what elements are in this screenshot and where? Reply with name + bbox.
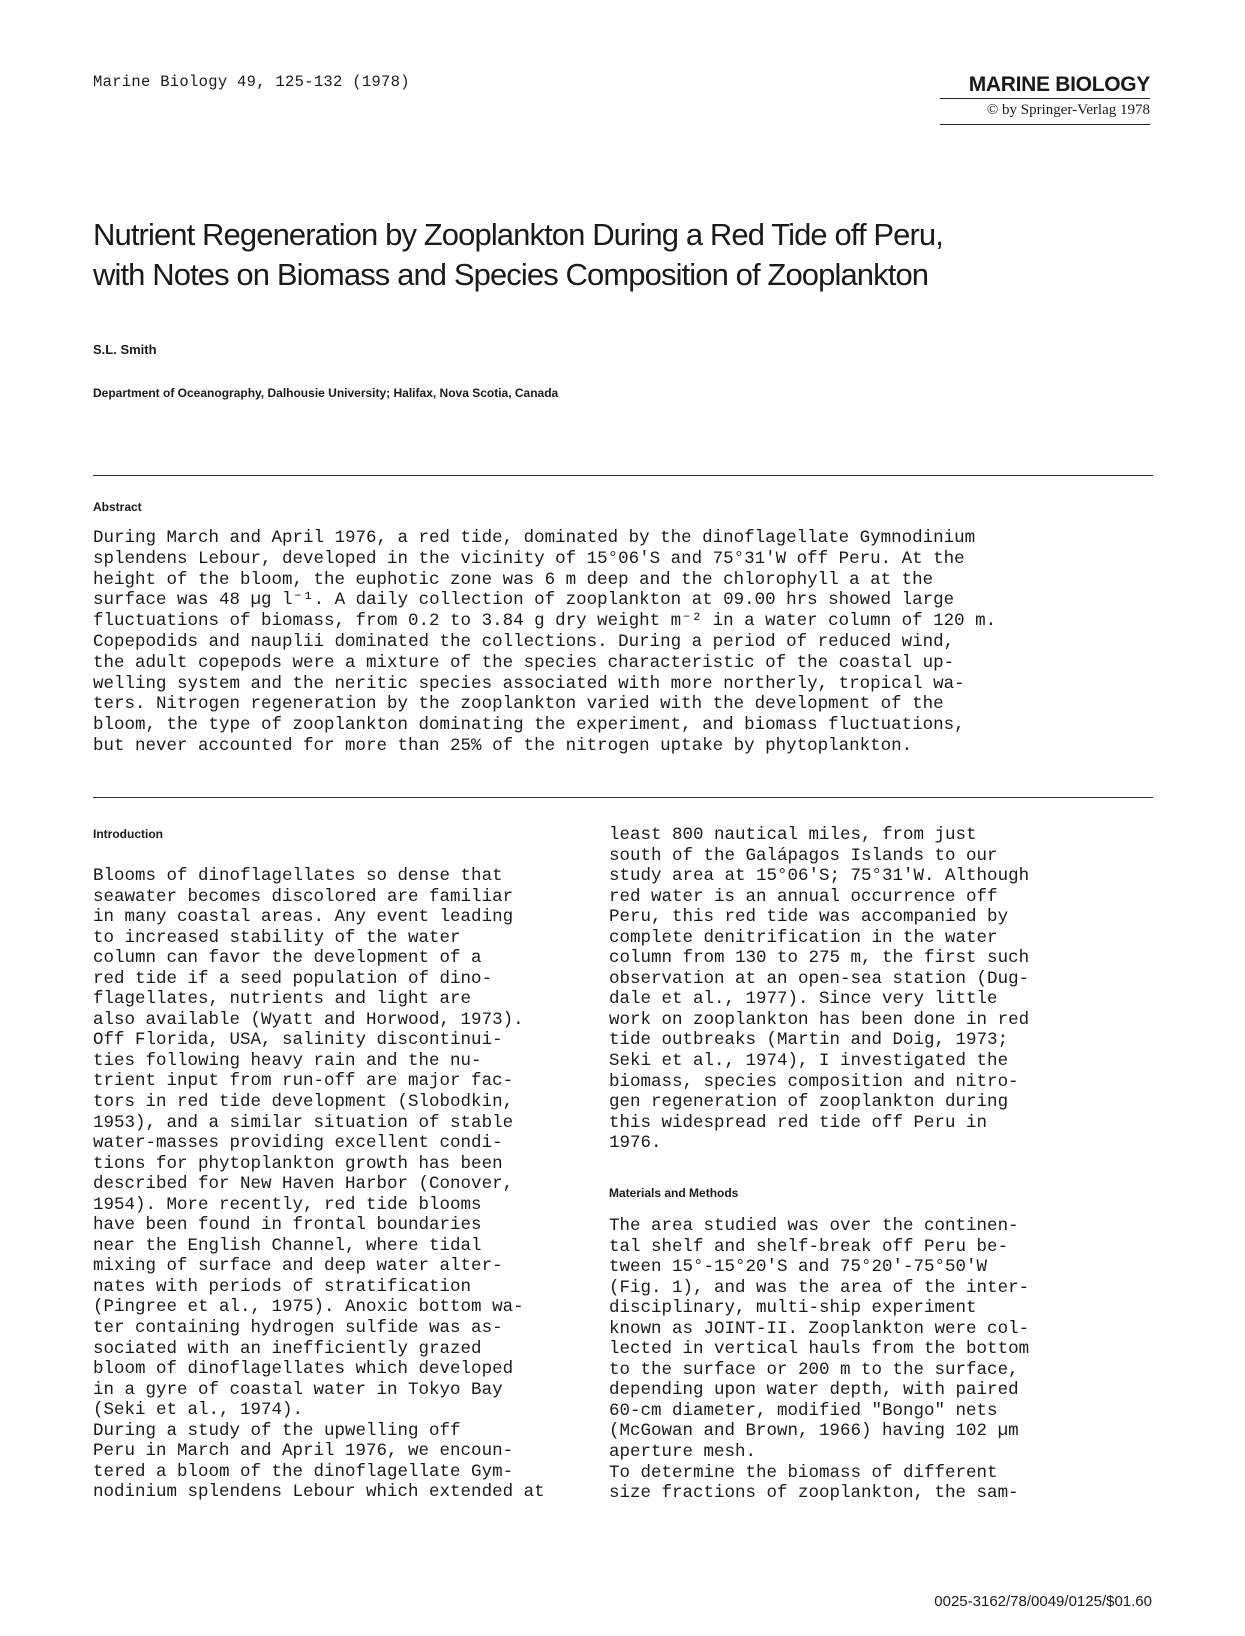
text-line: biomass, species composition and nitro- xyxy=(609,1071,1019,1092)
text-line: welling system and the neritic species associated with more northerly, tropical wa- xyxy=(93,673,965,694)
journal-citation: Marine Biology 49, 125-132 (1978) xyxy=(93,73,410,91)
text-line: (Fig. 1), and was the area of the inter- xyxy=(609,1277,1030,1298)
introduction-body xyxy=(93,866,545,1503)
title-line: with Notes on Biomass and Species Composition of Zooplankton xyxy=(93,257,929,292)
text-line: tered a bloom of the dinoflagellate Gym- xyxy=(93,1461,514,1482)
text-line: observation at an open-sea station (Dug- xyxy=(609,968,1030,989)
journal-name: MARINE BIOLOGY xyxy=(968,73,1150,96)
text-line: 1953), and a similar situation of stable xyxy=(93,1112,514,1133)
abstract-top-rule xyxy=(93,475,1153,476)
title-line: Nutrient Regeneration by Zooplankton During a Red Tide off Peru, xyxy=(93,217,943,252)
introduction-continued-body xyxy=(609,825,1029,1154)
text-line: Copepodids and nauplii dominated the collections. During a period of reduced wind, xyxy=(93,631,955,652)
text-line: complete denitrification in the water xyxy=(609,927,998,948)
methods-heading: Materials and Methods xyxy=(609,1186,739,1200)
text-line: During a study of the upwelling off xyxy=(93,1420,461,1441)
text-line: water-masses providing excellent condi- xyxy=(93,1133,503,1154)
text-line: Off Florida, USA, salinity discontinui- xyxy=(93,1030,503,1051)
text-line: height of the bloom, the euphotic zone was 6 m deep and the chlorophyll a at the xyxy=(93,569,934,590)
text-line: work on zooplankton has been done in red xyxy=(609,1009,1030,1030)
text-line: tide outbreaks (Martin and Doig, 1973; xyxy=(609,1030,1009,1051)
text-line: column from 130 to 275 m, the first such xyxy=(609,948,1030,969)
text-line: bloom, the type of zooplankton dominating the experiment, and biomass fluctuations, xyxy=(93,715,965,736)
text-line: in a gyre of coastal water in Tokyo Bay xyxy=(93,1379,503,1400)
text-line: ties following heavy rain and the nu- xyxy=(93,1050,482,1071)
text-line: tors in red tide development (Slobodkin, xyxy=(93,1092,514,1113)
journal-block xyxy=(940,73,1150,125)
text-line: disciplinary, multi-ship experiment xyxy=(609,1298,977,1319)
text-line: size fractions of zooplankton, the sam- xyxy=(609,1483,1019,1504)
text-line: flagellates, nutrients and light are xyxy=(93,989,472,1010)
text-line: described for New Haven Harbor (Conover, xyxy=(93,1174,514,1195)
text-line: tween 15°-15°20'S and 75°20'-75°50'W xyxy=(609,1257,988,1278)
text-line: Peru, this red tide was accompanied by xyxy=(609,907,1009,928)
text-line: but never accounted for more than 25% of the nitrogen uptake by phytoplankton. xyxy=(93,735,913,756)
text-line: gen regeneration of zooplankton during xyxy=(609,1092,1009,1113)
text-line: During March and April 1976, a red tide, dominated by the dinoflagellate Gymnodinium xyxy=(93,528,976,548)
text-line: also available (Wyatt and Horwood, 1973). xyxy=(93,1009,524,1030)
text-line: mixing of surface and deep water alter- xyxy=(93,1256,503,1277)
text-line: The area studied was over the continen- xyxy=(609,1216,1019,1236)
text-line: fluctuations of biomass, from 0.2 to 3.84 g dry weight m⁻² in a water column of 120 m. xyxy=(93,611,997,632)
text-line: (Pingree et al., 1975). Anoxic bottom wa- xyxy=(93,1297,524,1318)
text-line: surface was 48 µg l⁻¹. A daily collection of zooplankton at 09.00 hrs showed large xyxy=(93,590,955,611)
text-line: least 800 nautical miles, from just xyxy=(609,825,977,845)
text-line: depending upon water depth, with paired xyxy=(609,1380,1019,1401)
methods-body xyxy=(609,1216,1029,1504)
abstract-heading: Abstract xyxy=(93,500,142,514)
text-line: ters. Nitrogen regeneration by the zooplankton varied with the development of the xyxy=(93,694,944,715)
text-line: known as JOINT-II. Zooplankton were col- xyxy=(609,1318,1030,1339)
text-line: to increased stability of the water xyxy=(93,927,461,948)
text-line: near the English Channel, where tidal xyxy=(93,1235,482,1256)
text-line: sociated with an inefficiently grazed xyxy=(93,1338,482,1359)
text-line: trient input from run-off are major fac- xyxy=(93,1071,514,1092)
text-line: tal shelf and shelf-break off Peru be- xyxy=(609,1236,1009,1257)
introduction-heading: Introduction xyxy=(93,827,163,841)
text-line: to the surface or 200 m to the surface, xyxy=(609,1359,1019,1380)
text-line: 60-cm diameter, modified "Bongo" nets xyxy=(609,1400,998,1421)
text-line: Peru in March and April 1976, we encoun- xyxy=(93,1441,514,1462)
issn-code: 0025-3162/78/0049/0125/$01.60 xyxy=(934,1593,1152,1610)
text-line: splendens Lebour, developed in the vicinity of 15°06'S and 75°31'W off Peru. At the xyxy=(93,548,965,569)
text-line: (McGowan and Brown, 1966) having 102 µm xyxy=(609,1421,1019,1442)
journal-divider-bottom xyxy=(940,124,1150,125)
author-affiliation: Department of Oceanography, Dalhousie University; Halifax, Nova Scotia, Canada xyxy=(93,386,559,400)
text-line: ter containing hydrogen sulfide was as- xyxy=(93,1318,503,1339)
text-line: study area at 15°06'S; 75°31'W. Although xyxy=(609,866,1030,887)
abstract-bottom-rule xyxy=(93,797,1153,798)
text-line: dale et al., 1977). Since very little xyxy=(609,989,998,1010)
text-line: south of the Galápagos Islands to our xyxy=(609,845,998,866)
text-line: red tide if a seed population of dino- xyxy=(93,968,493,989)
abstract-body xyxy=(93,528,1123,757)
text-line: in many coastal areas. Any event leading xyxy=(93,907,514,928)
text-line: have been found in frontal boundaries xyxy=(93,1215,482,1236)
text-line: bloom of dinoflagellates which developed xyxy=(93,1359,514,1380)
text-line: To determine the biomass of different xyxy=(609,1462,998,1483)
text-line: lected in vertical hauls from the bottom xyxy=(609,1339,1030,1360)
journal-divider xyxy=(940,98,1150,99)
text-line: red water is an annual occurrence off xyxy=(609,886,998,907)
text-line: 1976. xyxy=(609,1133,662,1154)
text-line: seawater becomes discolored are familiar xyxy=(93,886,514,907)
author-name: S.L. Smith xyxy=(93,342,157,357)
text-line: Blooms of dinoflagellates so dense that xyxy=(93,866,503,886)
text-line: column can favor the development of a xyxy=(93,948,482,969)
text-line: this widespread red tide off Peru in xyxy=(609,1112,988,1133)
text-line: aperture mesh. xyxy=(609,1442,757,1463)
text-line: nodinium splendens Lebour which extended at xyxy=(93,1482,545,1503)
text-line: tions for phytoplankton growth has been xyxy=(93,1153,503,1174)
text-line: 1954). More recently, red tide blooms xyxy=(93,1194,482,1215)
text-line: Seki et al., 1974), I investigated the xyxy=(609,1051,1009,1072)
text-line: (Seki et al., 1974). xyxy=(93,1400,304,1421)
paper-title xyxy=(93,215,1163,295)
text-line: nates with periods of stratification xyxy=(93,1276,472,1297)
text-line: the adult copepods were a mixture of the species characteristic of the coastal up- xyxy=(93,652,955,673)
copyright-notice: © by Springer-Verlag 1978 xyxy=(986,102,1150,118)
